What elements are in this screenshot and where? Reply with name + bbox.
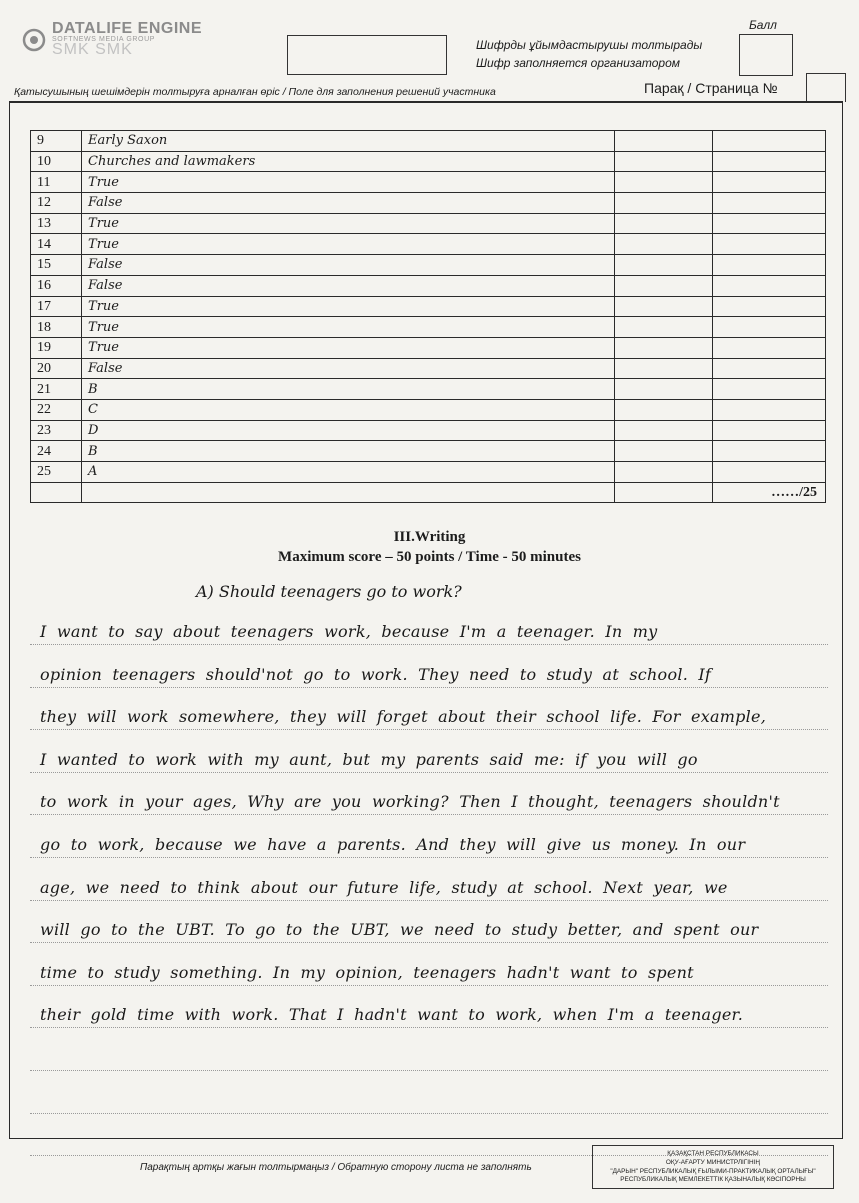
grading-cell <box>614 296 712 317</box>
question-number: 18 <box>31 317 82 338</box>
table-row <box>31 151 826 172</box>
grading-cell <box>614 317 712 338</box>
ruled-line <box>30 1113 828 1114</box>
ruled-line <box>30 985 828 986</box>
field-label: Қатысушының шешімдерін толтыруға арналған өріс / Поле для заполнения решений участника <box>14 86 496 98</box>
question-number: 20 <box>31 358 82 379</box>
logo-icon <box>22 28 46 52</box>
essay-line: I wanted to work with my aunt, but my parents said me: if you will go <box>40 749 698 769</box>
answer-cell: True <box>82 317 615 338</box>
answer-cell: B <box>82 379 615 400</box>
question-number: 25 <box>31 462 82 483</box>
score-cell <box>712 462 825 483</box>
essay-line: they will work somewhere, they will forget about their school life. For example, <box>40 707 767 727</box>
grading-cell <box>614 193 712 214</box>
ruled-line <box>30 1070 828 1071</box>
table-row <box>31 172 826 193</box>
score-cell <box>712 317 825 338</box>
essay-line: to work in your ages, Why are you working? Then I thought, teenagers shouldn't <box>40 792 780 812</box>
question-number: 11 <box>31 172 82 193</box>
grading-cell <box>614 255 712 276</box>
question-number: 9 <box>31 131 82 152</box>
score-label: Балл <box>749 18 777 32</box>
answer-cell: False <box>82 193 615 214</box>
writing-section-title: III.Writing <box>393 529 466 545</box>
essay-line: will go to the UBT. To go to the UBT, we need to study better, and spent our <box>40 920 759 940</box>
table-row <box>31 399 826 420</box>
grading-cell <box>614 399 712 420</box>
stamp-line: "ДАРЫН" РЕСПУБЛИКАЛЫҚ ҒЫЛЫМИ-ПРАКТИКАЛЫҚ ОРТАЛЫҒЫ" <box>610 1167 816 1175</box>
answer-cell: False <box>82 255 615 276</box>
question-number: 21 <box>31 379 82 400</box>
table-row <box>31 317 826 338</box>
answer-cell: Churches and lawmakers <box>82 151 615 172</box>
score-cell <box>712 193 825 214</box>
ruled-line <box>30 942 828 943</box>
answer-cell: True <box>82 296 615 317</box>
question-number: 16 <box>31 275 82 296</box>
table-row <box>31 379 826 400</box>
total-row <box>31 482 826 503</box>
essay-line: go to work, because we have a parents. And they will give us money. In our <box>40 835 746 854</box>
answer-table <box>30 130 826 503</box>
question-number: 23 <box>31 420 82 441</box>
answer-cell: Early Saxon <box>82 131 615 152</box>
empty-cell <box>614 482 712 503</box>
score-cell <box>712 131 825 152</box>
table-row <box>31 131 826 152</box>
grading-cell <box>614 172 712 193</box>
answer-cell: B <box>82 441 615 462</box>
watermark-logo <box>22 20 202 59</box>
table-row <box>31 193 826 214</box>
answer-cell: True <box>82 172 615 193</box>
score-cell <box>712 255 825 276</box>
ruled-line <box>30 729 828 730</box>
table-row <box>31 275 826 296</box>
question-number: 19 <box>31 337 82 358</box>
stamp-line: ОҚУ-АҒАРТУ МИНИСТРЛІГІНІҢ <box>665 1158 761 1166</box>
table-row <box>31 441 826 462</box>
grading-cell <box>614 441 712 462</box>
score-cell <box>712 296 825 317</box>
question-number: 15 <box>31 255 82 276</box>
page-number-label: Парақ / Страница № <box>644 80 778 96</box>
table-row <box>31 234 826 255</box>
ruled-line <box>30 814 828 815</box>
score-cell <box>712 234 825 255</box>
score-cell <box>712 275 825 296</box>
total-score: ……/25 <box>712 482 825 503</box>
stamp-line: РЕСПУБЛИКАЛЫҚ МЕМЛЕКЕТТІК ҚАЗЫНАЛЫҚ КӘСІПОРНЫ <box>620 1176 806 1184</box>
essay-line: their gold time with work. That I hadn't want to work, when I'm a teenager. <box>40 1005 744 1025</box>
grading-cell <box>614 358 712 379</box>
score-cell <box>712 172 825 193</box>
logo-brand: DATALIFE ENGINE <box>52 20 203 37</box>
question-number: 12 <box>31 193 82 214</box>
empty-cell <box>31 482 82 503</box>
question-number: 22 <box>31 399 82 420</box>
footer-note: Парақтың артқы жағын толтырмаңыз / Обратную сторону листа не заполнять <box>140 1162 532 1173</box>
grading-cell <box>614 275 712 296</box>
official-stamp <box>592 1145 834 1189</box>
score-box <box>739 34 793 76</box>
grading-cell <box>614 337 712 358</box>
stamp-line: ҚАЗАҚСТАН РЕСПУБЛИКАСЫ <box>667 1150 759 1157</box>
table-row <box>31 213 826 234</box>
essay-line: time to study something. In my opinion, teenagers hadn't want to spent <box>40 962 694 982</box>
score-cell <box>712 441 825 462</box>
grading-cell <box>614 462 712 483</box>
table-row <box>31 255 826 276</box>
grading-cell <box>614 420 712 441</box>
answer-cell: C <box>82 399 615 420</box>
answer-cell: False <box>82 358 615 379</box>
cipher-box <box>287 35 447 75</box>
page-number-box <box>806 73 846 102</box>
grading-cell <box>614 131 712 152</box>
ruled-line <box>30 857 828 858</box>
table-row <box>31 462 826 483</box>
answer-cell: True <box>82 234 615 255</box>
ruled-line <box>30 772 828 773</box>
answer-cell: D <box>82 420 615 441</box>
table-row <box>31 358 826 379</box>
table-row <box>31 337 826 358</box>
cipher-line-russian: Шифр заполняется организатором <box>476 56 680 70</box>
score-cell <box>712 358 825 379</box>
essay-title: A) Should teenagers go to work? <box>196 582 462 601</box>
grading-cell <box>614 234 712 255</box>
ruled-line <box>30 900 828 901</box>
score-cell <box>712 379 825 400</box>
essay-line: age, we need to think about our future life, study at school. Next year, we <box>40 877 728 897</box>
ruled-line <box>30 1027 828 1028</box>
table-row <box>31 296 826 317</box>
question-number: 14 <box>31 234 82 255</box>
question-number: 24 <box>31 441 82 462</box>
answer-cell: False <box>82 275 615 296</box>
table-row <box>31 420 826 441</box>
empty-cell <box>82 482 615 503</box>
question-number: 10 <box>31 151 82 172</box>
essay-line: I want to say about teenagers work, because I'm a teenager. In my <box>40 622 658 641</box>
writing-subtitle: Maximum score – 50 points / Time - 50 minutes <box>278 549 581 565</box>
answer-cell: A <box>82 462 615 483</box>
score-cell <box>712 420 825 441</box>
score-cell <box>712 151 825 172</box>
question-number: 17 <box>31 296 82 317</box>
ruled-line <box>30 687 828 688</box>
score-cell <box>712 213 825 234</box>
logo-mark: SMK SMK <box>52 41 133 58</box>
score-cell <box>712 337 825 358</box>
answer-cell: True <box>82 213 615 234</box>
answer-cell: True <box>82 337 615 358</box>
question-number: 13 <box>31 213 82 234</box>
score-cell <box>712 399 825 420</box>
grading-cell <box>614 379 712 400</box>
ruled-line <box>30 644 828 645</box>
cipher-line-kazakh: Шифрды ұйымдастырушы толтырады <box>476 38 703 52</box>
cipher-instructions <box>476 36 702 72</box>
grading-cell <box>614 213 712 234</box>
grading-cell <box>614 151 712 172</box>
essay-line: opinion teenagers should'not go to work. They need to study at school. If <box>40 664 712 684</box>
logo-tagline: SOFTNEWS MEDIA GROUP <box>52 36 156 43</box>
